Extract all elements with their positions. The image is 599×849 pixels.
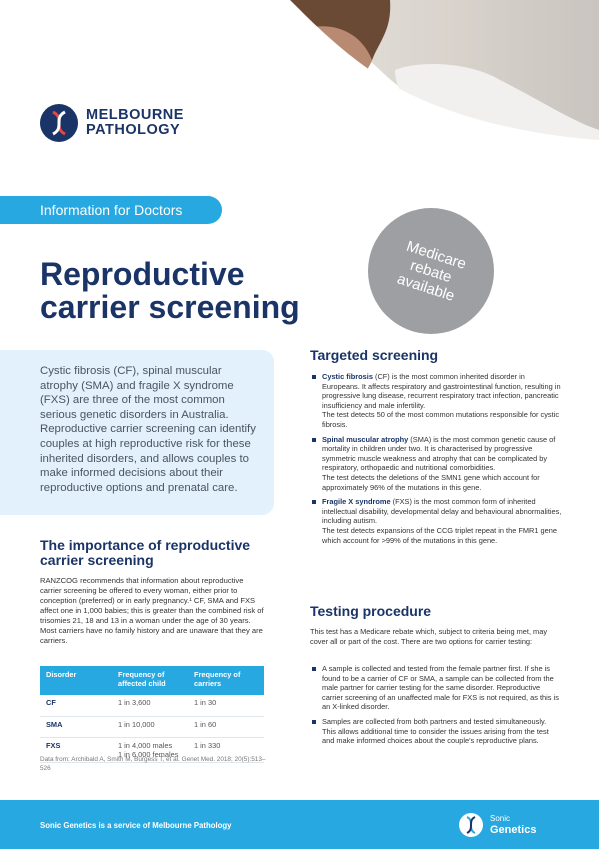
table-cell: 1 in 60 (188, 716, 264, 737)
list-item: Samples are collected from both partners and tested simultaneously. This allows additional time to consider the issues arising from the test and make informed choices about the couple's reproductive plans. (310, 717, 562, 746)
table-cell: SMA (40, 716, 112, 737)
medicare-badge (368, 208, 494, 334)
procedure-text: This test has a Medicare rebate which, subject to criteria being met, may cover all or part of the cost. There are two options for carrier testing: (310, 627, 548, 646)
table-cell: 1 in 10,000 (112, 716, 188, 737)
intro-text: Cystic fibrosis (CF), spinal muscular atrophy (SMA) and fragile X syndrome (FXS) are three of the most common serious genetic disorders in Australia. Reproductive carrier screening can identify couples at high reproductive risk for these inherited disorders, and allows couples to make informed decisions about their reproductive options and prenatal care. (40, 365, 256, 494)
procedure-heading: Testing procedure (310, 603, 432, 619)
table-header: Disorder (40, 666, 112, 695)
table-row (40, 695, 264, 716)
table-cell: FXS (40, 737, 112, 762)
table-row (40, 716, 264, 737)
description: (SMA) is the most common genetic cause of mortality in children under two. It is characterised by progressive symmetric muscle weakness and atrophy that can be complicated by respiratory, orthopaedic and nutritional comorbidities. (322, 434, 556, 473)
dna-logo-icon (40, 104, 78, 142)
test-note: The test detects 50 of the most common mutations responsible for cystic fibrosis. (322, 410, 560, 429)
table-cell: 1 in 3,600 (112, 695, 188, 716)
importance-heading: The importance of reproductive carrier screening (40, 537, 251, 568)
table-cell: 1 in 330 (188, 737, 264, 762)
list-item: A sample is collected and tested from the female partner first. If she is found to be a carrier of CF or SMA, a sample can be collected from the male partner for carrier testing for the same disorder. Reproductive carrier screening of an unaffected male for FXS is not required, as this is an X-linked disorder. (310, 664, 562, 712)
table-header: Frequency of carriers (188, 666, 264, 695)
dna-logo-icon (458, 812, 484, 838)
medicare-badge-text: Medicare rebate available (394, 237, 469, 305)
footer-text: Sonic Genetics is a service of Melbourne Pathology (40, 821, 232, 830)
procedure-list (310, 664, 562, 751)
description: (FXS) is the most common form of inherited intellectual disability, developmental delay and behavioural abnormalities, including autism. (322, 497, 562, 526)
term: Fragile X syndrome (322, 497, 391, 507)
logo-line2: PATHOLOGY (86, 122, 181, 138)
list-item (310, 497, 562, 545)
frequency-table (40, 666, 264, 763)
footer (0, 800, 599, 849)
importance-text: RANZCOG recommends that information about reproductive carrier screening be offered to every woman, either prior to conception (preferred) or in early pregnancy.¹ CF, SMA and FXS affect one in 1,000 babies; this is greater than the combined risk of trisomies 21, 18 and 13 in a woman under the age of 30 years. Most carriers have no family history and are unaware that they are carriers. (40, 576, 264, 645)
list-item (310, 435, 562, 493)
term: Cystic fibrosis (322, 372, 373, 381)
melbourne-pathology-logo (40, 104, 184, 142)
page-title: Reproductive carrier screening (40, 256, 300, 325)
term: Spinal muscular atrophy (322, 434, 409, 444)
intro-box (0, 350, 274, 515)
list-item (310, 372, 562, 430)
targeted-heading: Targeted screening (310, 347, 439, 363)
description: (CF) is the most common inherited disorder in Europeans. It affects respiratory and gastrointestinal function, resulting in progressive lung disease, recurrent respiratory tract infection, pancreatic insufficiency and male infertility. (322, 372, 561, 410)
table-cell: 1 in 4,000 males 1 in 6,000 females (112, 737, 188, 762)
logo-line1: MELBOURNE (86, 107, 184, 123)
sg-line2: Genetics (490, 824, 537, 836)
test-note: The test detects expansions of the CCG triplet repeat in the FMR1 gene which account for >99% of the mutations in this gene. (322, 525, 557, 545)
table-cell: 1 in 30 (188, 695, 264, 716)
targeted-list (310, 372, 562, 550)
sg-line1: Sonic (490, 814, 511, 823)
info-banner: Information for Doctors (0, 196, 222, 224)
references: Data from: Archibald A, Smith M, Burgess T, et al. Genet Med. 2018; 20(5):513–526 (40, 756, 266, 772)
test-note: The test detects the deletions of the SMN1 gene which account for approximately 96% of the mutations in this gene. (322, 472, 540, 492)
table-header: Frequency of affected child (112, 666, 188, 695)
table-cell: CF (40, 695, 112, 716)
sonic-genetics-logo (458, 812, 536, 838)
